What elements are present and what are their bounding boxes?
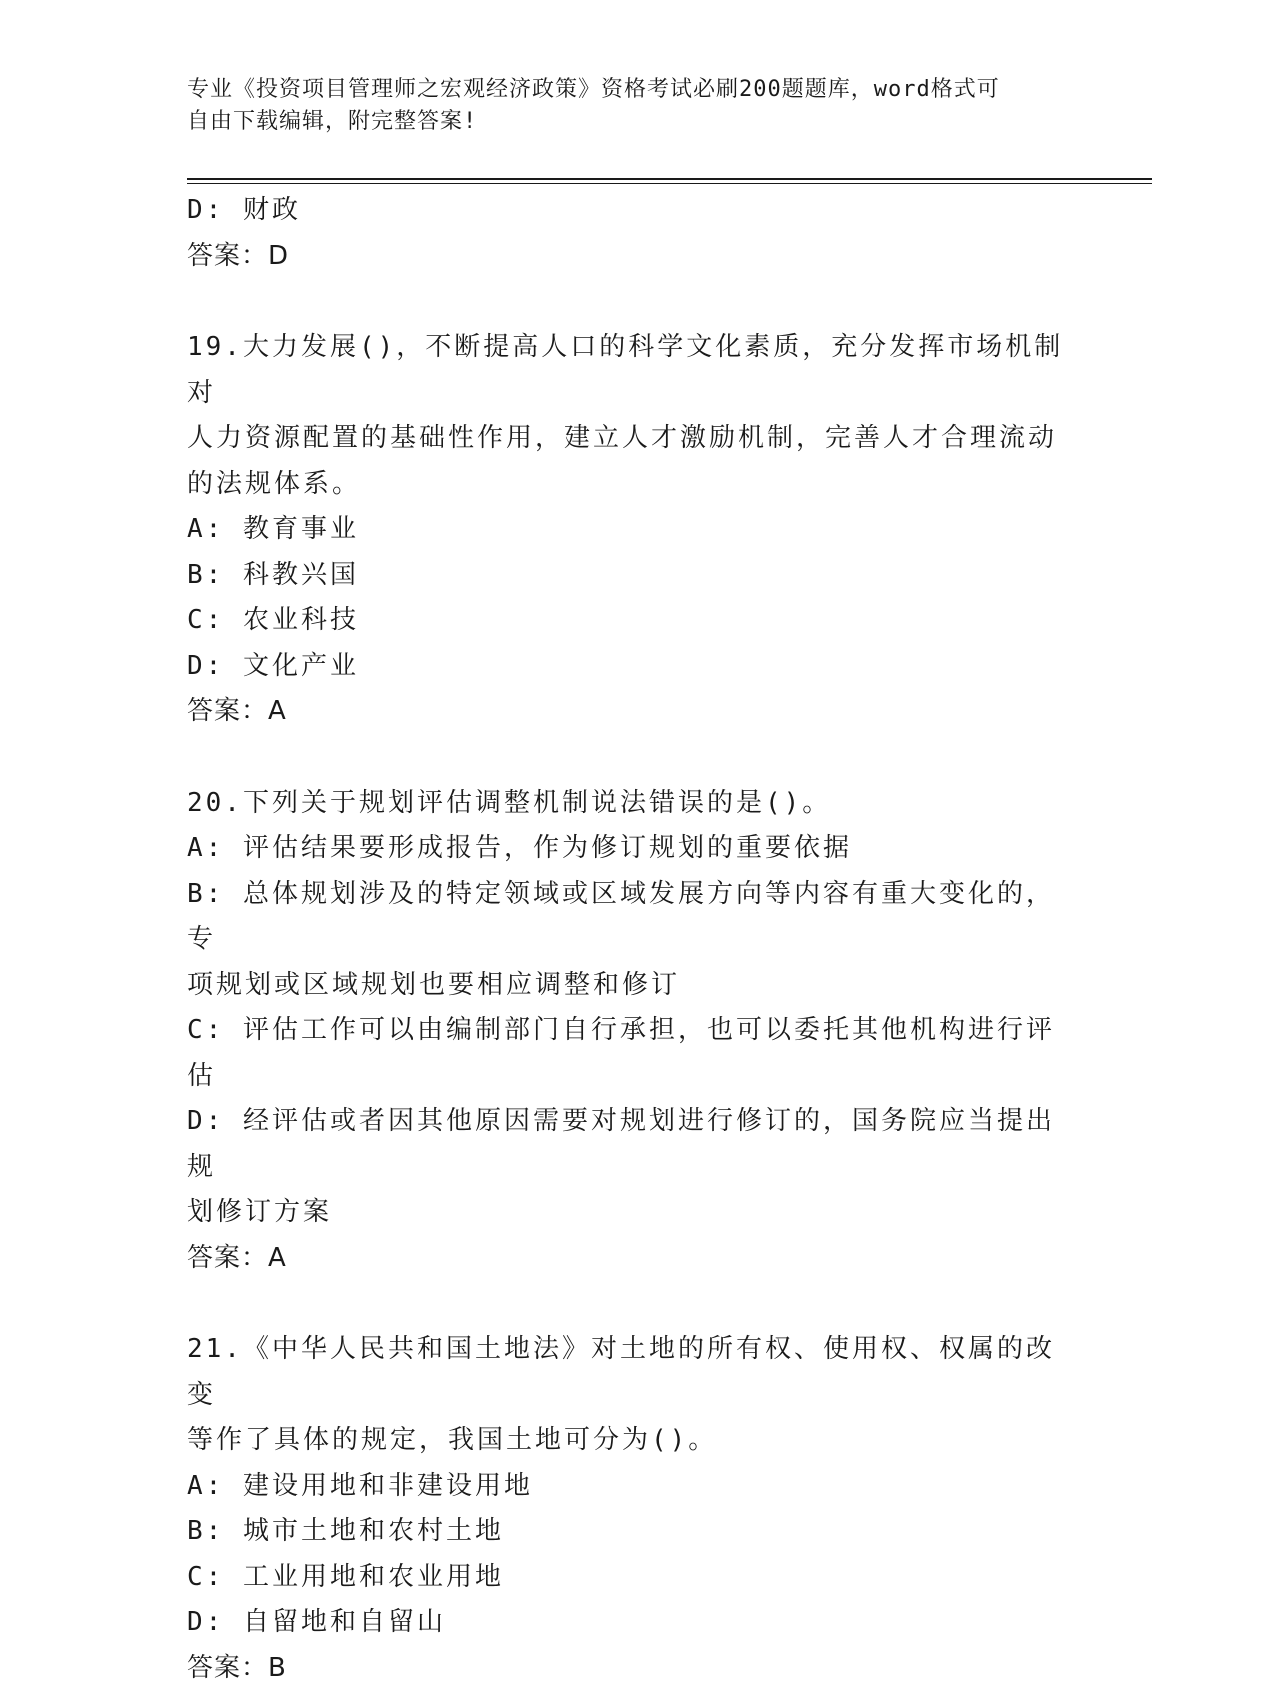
- answer-label: 答案：: [187, 1653, 268, 1683]
- option-c: C: 工业用地和农业用地: [187, 1555, 1077, 1601]
- answer-line: [187, 1646, 1077, 1691]
- option-b: B: 城市土地和农村土地: [187, 1509, 1077, 1555]
- option-b: B: 总体规划涉及的特定领域或区域发展方向等内容有重大变化的，专: [187, 872, 1077, 963]
- question-spacer: [187, 1281, 1077, 1327]
- option-c: C: 评估工作可以由编制部门自行承担，也可以委托其他机构进行评估: [187, 1008, 1077, 1099]
- header-line-2: 自由下载编辑，附完整答案!: [187, 106, 1067, 138]
- option-c: C: 农业科技: [187, 598, 1077, 644]
- option-b-continued: 项规划或区域规划也要相应调整和修订: [187, 963, 1077, 1009]
- answer-line: [187, 689, 1077, 735]
- question-stem-line: 19.大力发展()，不断提高人口的科学文化素质，充分发挥市场机制对: [187, 325, 1077, 416]
- question-19: [187, 325, 1077, 735]
- option-d: D: 自留地和自留山: [187, 1600, 1077, 1646]
- question-spacer: [187, 279, 1077, 325]
- option-b: B: 科教兴国: [187, 553, 1077, 599]
- question-stem-line: 20.下列关于规划评估调整机制说法错误的是()。: [187, 781, 1077, 827]
- answer-label: 答案：: [187, 1243, 268, 1273]
- document-body: [187, 188, 1077, 1691]
- question-20: [187, 781, 1077, 1282]
- question-stem-line: 人力资源配置的基础性作用，建立人才激励机制，完善人才合理流动: [187, 416, 1077, 462]
- option-d: D: 经评估或者因其他原因需要对规划进行修订的，国务院应当提出规: [187, 1099, 1077, 1190]
- answer-label: 答案：: [187, 696, 268, 726]
- question-spacer: [187, 735, 1077, 781]
- question-21: [187, 1327, 1077, 1691]
- question-18-tail: [187, 188, 1077, 279]
- question-stem-line: 21.《中华人民共和国土地法》对土地的所有权、使用权、权属的改变: [187, 1327, 1077, 1418]
- option-d-continued: 划修订方案: [187, 1190, 1077, 1236]
- answer-label: 答案：: [187, 241, 268, 271]
- option-a: A: 教育事业: [187, 507, 1077, 553]
- answer-value: A: [268, 696, 287, 726]
- option-a: A: 建设用地和非建设用地: [187, 1464, 1077, 1510]
- answer-value: D: [268, 241, 289, 271]
- header-divider-thin: [187, 183, 1152, 184]
- answer-value: A: [268, 1243, 287, 1273]
- option-a: A: 评估结果要形成报告，作为修订规划的重要依据: [187, 826, 1077, 872]
- option-d: D: 财政: [187, 188, 1077, 234]
- header-divider-thick: [187, 178, 1152, 180]
- question-stem-line: 的法规体系。: [187, 462, 1077, 508]
- question-stem-line: 等作了具体的规定，我国土地可分为()。: [187, 1418, 1077, 1464]
- header-line-1: 专业《投资项目管理师之宏观经济政策》资格考试必刷200题题库，word格式可: [187, 74, 1067, 106]
- answer-line: [187, 234, 1077, 280]
- answer-line: [187, 1236, 1077, 1282]
- document-header: [187, 74, 1067, 138]
- answer-value: B: [268, 1653, 287, 1683]
- option-d: D: 文化产业: [187, 644, 1077, 690]
